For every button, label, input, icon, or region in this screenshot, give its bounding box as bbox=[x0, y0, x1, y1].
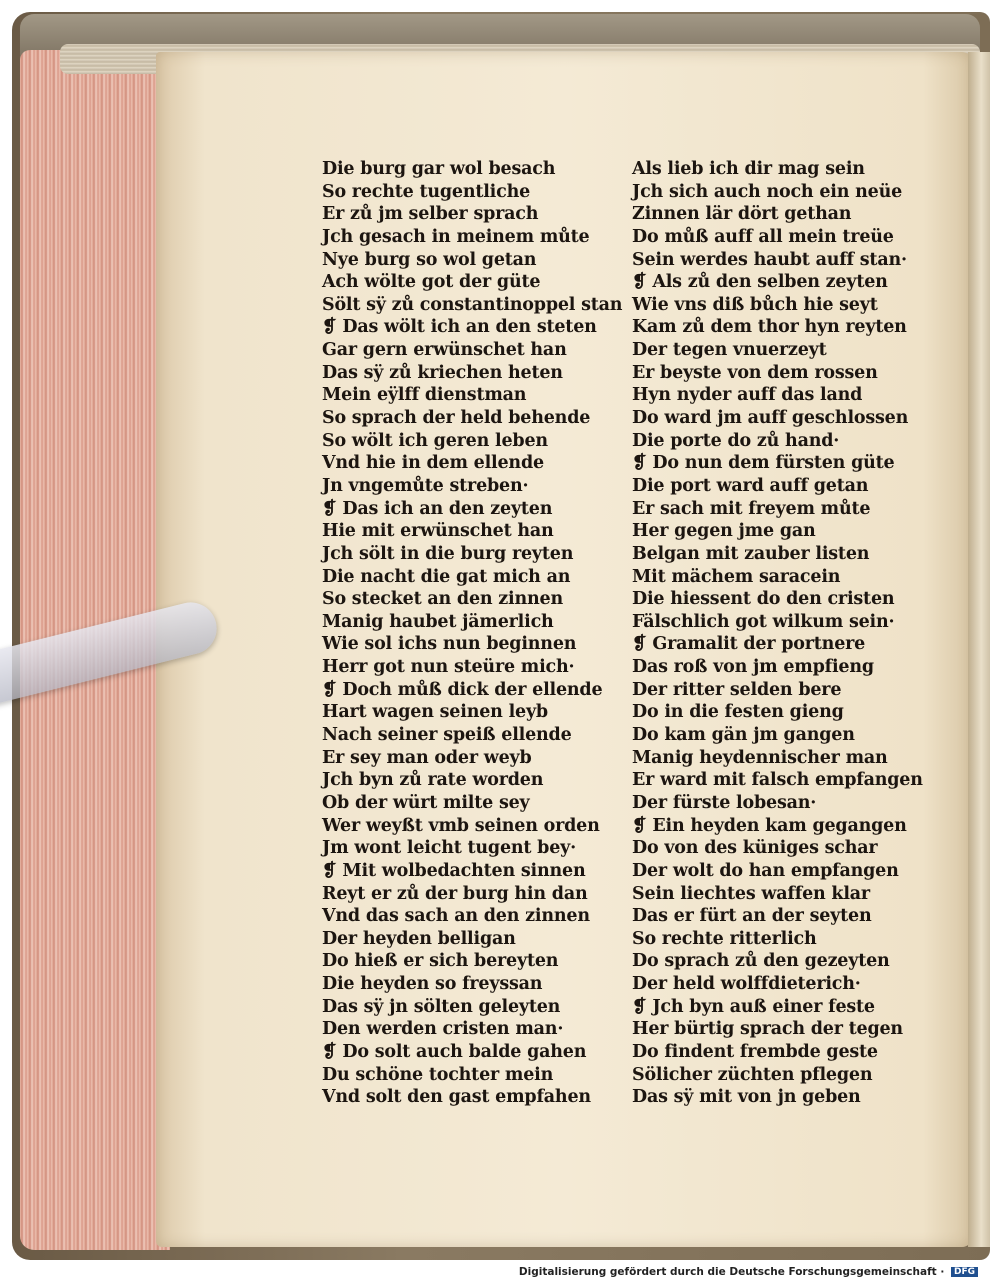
verse-line: So wölt ich geren leben bbox=[322, 430, 548, 451]
verse-line: Er zů jm selber sprach bbox=[322, 204, 539, 225]
verse-line: Zinnen lär dört gethan bbox=[632, 204, 852, 225]
dfg-logo: DFG bbox=[951, 1267, 978, 1277]
verse-line: So rechte ritterlich bbox=[632, 928, 817, 949]
text-column-right bbox=[632, 158, 932, 1109]
verse-line: So sprach der held behende bbox=[322, 408, 591, 429]
verse-line: Die port ward auff getan bbox=[632, 475, 869, 496]
digitization-credit bbox=[519, 1266, 978, 1278]
verse-line: Das sÿ jn sölten geleyten bbox=[322, 996, 561, 1017]
verse-line: Die porte do zů hand· bbox=[632, 430, 840, 451]
verse-line: Do von des küniges schar bbox=[632, 838, 878, 859]
verse-line: Manig heydennischer man bbox=[632, 747, 888, 768]
verse-line: ❡ Do nun dem fürsten güte bbox=[632, 453, 895, 474]
verse-line: Jm wont leicht tugent bey· bbox=[322, 838, 577, 859]
verse-line: Wer weyßt vmb seinen orden bbox=[322, 815, 600, 836]
verse-line: Das sÿ zů kriechen heten bbox=[322, 362, 563, 383]
verse-line: ❡ Jch byn auß einer feste bbox=[632, 996, 875, 1017]
verse-line: Do hieß er sich bereyten bbox=[322, 951, 559, 972]
verse-line: Die nacht die gat mich an bbox=[322, 566, 571, 587]
verse-line: Jch sölt in die burg reyten bbox=[322, 543, 574, 564]
verse-line: Manig haubet jämerlich bbox=[322, 611, 554, 632]
verse-line: Vnd hie in dem ellende bbox=[322, 453, 544, 474]
verse-line: Er sey man oder weyb bbox=[322, 747, 532, 768]
verse-line: Sein liechtes waffen klar bbox=[632, 883, 870, 904]
verse-line: Der held wolffdieterich· bbox=[632, 974, 861, 995]
verse-line: Jch gesach in meinem můte bbox=[322, 226, 590, 247]
verse-line: Der fürste lobesan· bbox=[632, 792, 817, 813]
verse-line: Der heyden belligan bbox=[322, 928, 516, 949]
verse-line: Den werden cristen man· bbox=[322, 1019, 564, 1040]
verse-line: Do kam gän jm gangen bbox=[632, 725, 855, 746]
verse-line: Der ritter selden bere bbox=[632, 679, 842, 700]
verse-line: So stecket an den zinnen bbox=[322, 589, 563, 610]
verse-line: ❡ Als zů den selben zeyten bbox=[632, 272, 888, 293]
verse-line: Jn vngemůte streben· bbox=[322, 475, 529, 496]
verse-line: Her gegen jme gan bbox=[632, 521, 816, 542]
verse-line: Als lieb ich dir mag sein bbox=[632, 159, 865, 179]
verse-line: Jch byn zů rate worden bbox=[322, 770, 544, 791]
verse-line: Die hiessent do den cristen bbox=[632, 589, 895, 610]
verse-line: Do findent frembde geste bbox=[632, 1041, 878, 1062]
verse-line: ❡ Ein heyden kam gegangen bbox=[632, 815, 907, 836]
verse-line: Die heyden so freyssan bbox=[322, 974, 543, 995]
text-column-left bbox=[322, 158, 623, 1109]
verse-line: Er beyste von dem rossen bbox=[632, 362, 878, 383]
verse-line: Vnd solt den gast empfahen bbox=[322, 1087, 591, 1108]
verse-line: Ach wölte got der güte bbox=[322, 272, 541, 293]
verse-line: Do sprach zů den gezeyten bbox=[632, 951, 890, 972]
verse-line: Do můß auff all mein treüe bbox=[632, 226, 894, 247]
verse-line: Jch sich auch noch ein neüe bbox=[632, 181, 903, 202]
verse-line: Sein werdes haubt auff stan· bbox=[632, 249, 907, 270]
verse-line: ❡ Gramalit der portnere bbox=[632, 634, 866, 655]
verse-line: Do ward jm auff geschlossen bbox=[632, 408, 909, 429]
page-gutter bbox=[968, 52, 990, 1247]
verse-line: ❡ Mit wolbedachten sinnen bbox=[322, 860, 586, 881]
verse-line: Kam zů dem thor hyn reyten bbox=[632, 317, 907, 338]
verse-line: So rechte tugentliche bbox=[322, 181, 531, 202]
verse-line: Sölt sÿ zů constantinoppel stan bbox=[322, 294, 623, 315]
verse-line: Das roß von jm empfieng bbox=[632, 657, 874, 678]
verse-line: Nye burg so wol getan bbox=[322, 249, 537, 270]
verse-line: Die burg gar wol besach bbox=[322, 159, 556, 179]
verse-line: Reyt er zů der burg hin dan bbox=[322, 883, 588, 904]
verse-line: Der tegen vnuerzeyt bbox=[632, 340, 827, 361]
credit-text: Digitalisierung gefördert durch die Deutsche Forschungsgemeinschaft · bbox=[518, 1266, 945, 1278]
verse-line: Wie vns diß bůch hie seyt bbox=[632, 294, 878, 315]
verse-line: Her bürtig sprach der tegen bbox=[632, 1019, 903, 1040]
verse-line: Wie sol ichs nun beginnen bbox=[322, 634, 577, 655]
verse-line: Hie mit erwünschet han bbox=[322, 521, 554, 542]
verse-line: Er ward mit falsch empfangen bbox=[632, 770, 923, 791]
verse-line: Mein eÿlff dienstman bbox=[322, 385, 527, 406]
verse-line: Nach seiner speiß ellende bbox=[322, 725, 572, 746]
verse-line: ❡ Das ich an den zeyten bbox=[322, 498, 553, 519]
verse-line: Hart wagen seinen leyb bbox=[322, 702, 548, 723]
verse-line: Das sÿ mit von jn geben bbox=[632, 1087, 861, 1108]
verse-line: Mit mächem saracein bbox=[632, 566, 841, 587]
verse-line: ❡ Das wölt ich an den steten bbox=[322, 317, 597, 338]
verse-line: ❡ Doch můß dick der ellende bbox=[322, 679, 603, 700]
verse-line: Ob der würt milte sey bbox=[322, 792, 530, 813]
verse-line: Do in die festen gieng bbox=[632, 702, 844, 723]
verse-line: Hyn nyder auff das land bbox=[632, 385, 863, 406]
verse-line: Der wolt do han empfangen bbox=[632, 860, 899, 881]
verse-line: Das er fürt an der seyten bbox=[632, 906, 872, 927]
verse-line: Gar gern erwünschet han bbox=[322, 340, 567, 361]
verse-line: Fälschlich got wilkum sein· bbox=[632, 611, 895, 632]
verse-line: Herr got nun steüre mich· bbox=[322, 657, 575, 678]
verse-line: Du schöne tochter mein bbox=[322, 1064, 554, 1085]
verse-line: Vnd das sach an den zinnen bbox=[322, 906, 590, 927]
verse-line: ❡ Do solt auch balde gahen bbox=[322, 1041, 587, 1062]
verse-line: Belgan mit zauber listen bbox=[632, 543, 870, 564]
verse-line: Sölicher züchten pflegen bbox=[632, 1064, 873, 1085]
verse-line: Er sach mit freyem můte bbox=[632, 498, 871, 519]
